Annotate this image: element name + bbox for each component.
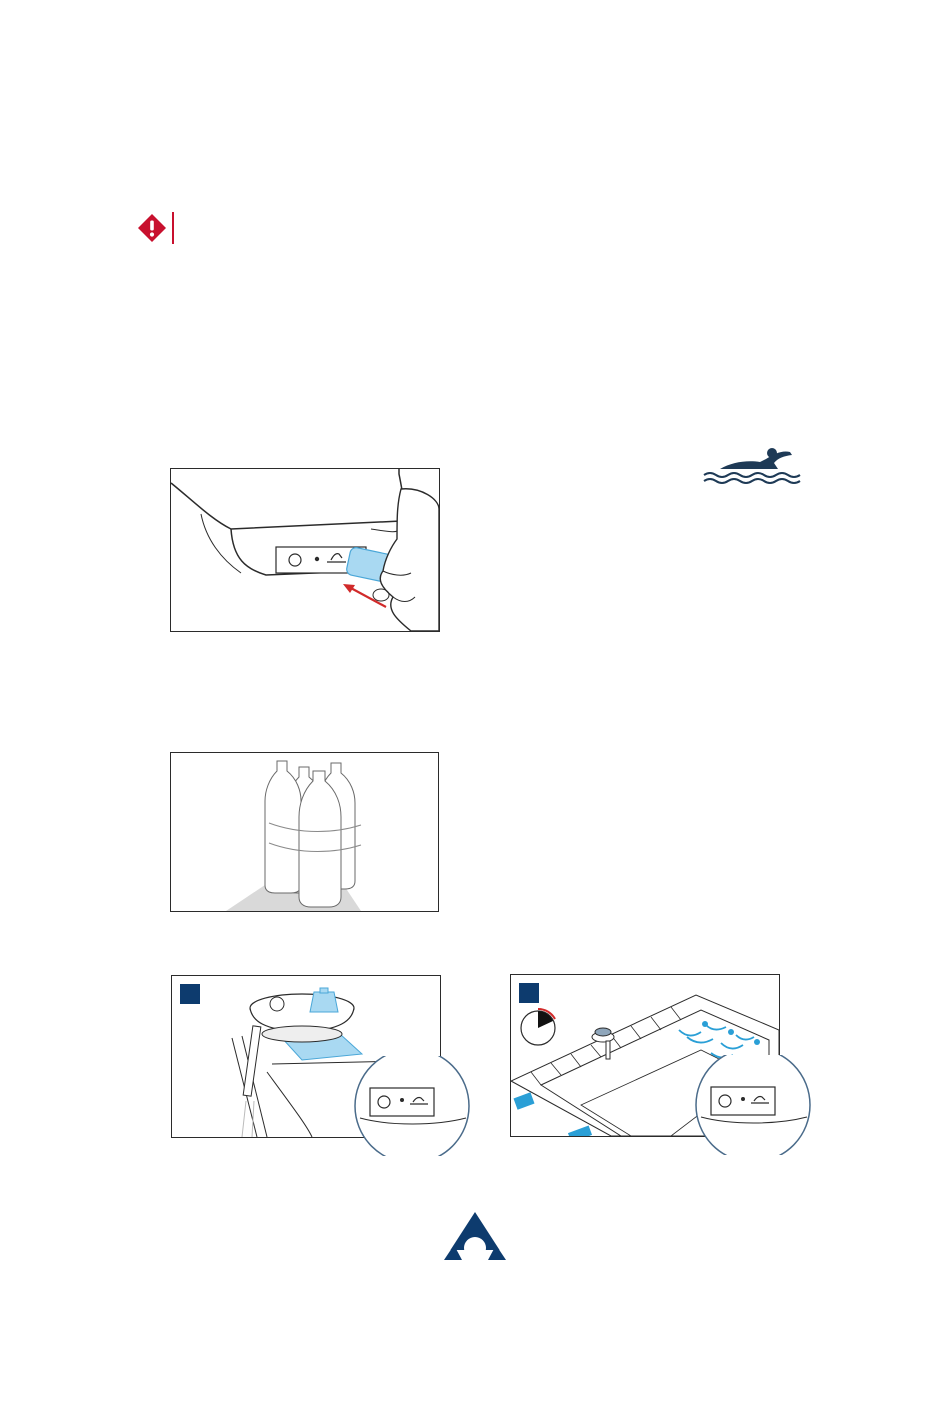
- triangle-logo-icon: [444, 1212, 506, 1262]
- step-marker-2: [519, 983, 539, 1003]
- swimmer-icon: [702, 444, 806, 486]
- port-zoom-circle: [350, 1056, 476, 1156]
- figure-insert-cap: [170, 468, 440, 632]
- figure-step-1: [171, 975, 441, 1138]
- warning-divider: [172, 212, 174, 244]
- warning-icon: [136, 212, 168, 244]
- step-marker-1: [180, 984, 200, 1004]
- figure-bottles: [170, 752, 439, 912]
- figure-step-2: [510, 974, 780, 1137]
- port-zoom-circle-2: [691, 1055, 817, 1155]
